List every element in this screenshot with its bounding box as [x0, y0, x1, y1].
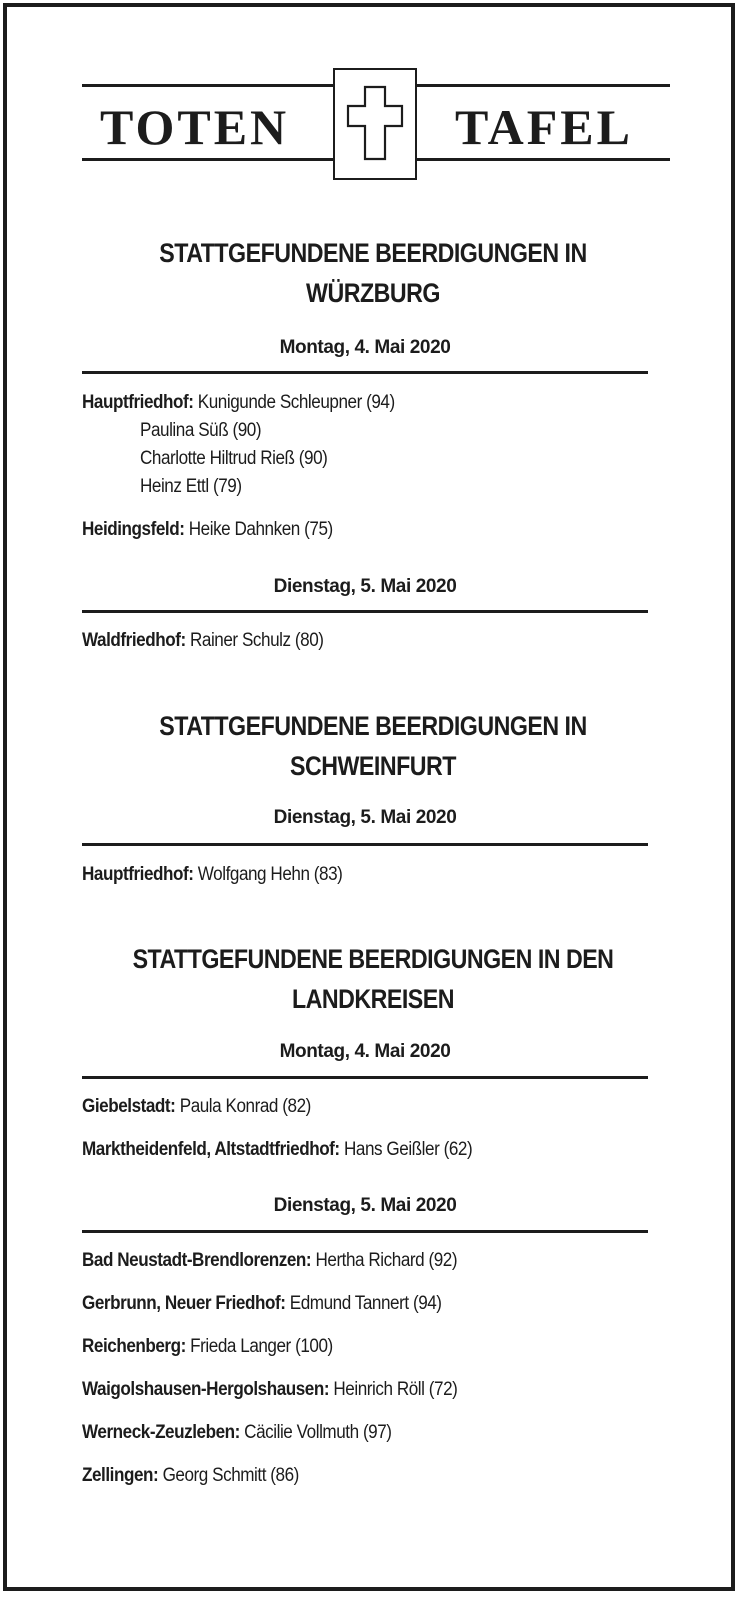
list-item: Hauptfriedhof: Kunigunde Schleupner (94) [82, 392, 395, 413]
date-heading: Montag, 4. Mai 2020 [279, 337, 451, 358]
date-rule [82, 610, 648, 613]
section-title-schweinfurt: STATTGEFUNDENE BEERDIGUNGEN IN SCHWEINFURT [159, 711, 587, 781]
section-title-landkreise: STATTGEFUNDENE BEERDIGUNGEN IN DEN LANDKREISEN [132, 944, 614, 1014]
cross-emblem [333, 68, 417, 180]
list-item: Bad Neustadt-Brendlorenzen: Hertha Richard (92) [82, 1250, 458, 1271]
date-heading: Dienstag, 5. Mai 2020 [273, 576, 457, 597]
header-rule-bottom-right [416, 158, 670, 161]
header-rule-top-left [82, 84, 334, 87]
list-item: Charlotte Hiltrud Rieß (90) [140, 448, 328, 469]
list-item: Heidingsfeld: Heike Dahnken (75) [82, 519, 333, 540]
list-item: Zellingen: Georg Schmitt (86) [82, 1465, 299, 1486]
list-item: Marktheidenfeld, Altstadtfriedhof: Hans Geißler (62) [82, 1139, 473, 1160]
date-rule [82, 1230, 648, 1233]
header-rule-top-right [416, 84, 670, 87]
list-item: Paulina Süß (90) [140, 420, 262, 441]
section-title-wuerzburg: STATTGEFUNDENE BEERDIGUNGEN IN WÜRZBURG [159, 238, 587, 308]
list-item: Hauptfriedhof: Wolfgang Hehn (83) [82, 864, 343, 885]
date-heading: Dienstag, 5. Mai 2020 [273, 1195, 457, 1216]
date-rule [82, 1076, 648, 1079]
header-title-right: TAFEL [455, 99, 633, 155]
header-rule-bottom-left [82, 158, 334, 161]
header-title-left: TOTEN [100, 99, 290, 155]
list-item: Waldfriedhof: Rainer Schulz (80) [82, 630, 324, 651]
list-item: Werneck-Zeuzleben: Cäcilie Vollmuth (97) [82, 1422, 392, 1443]
list-item: Gerbrunn, Neuer Friedhof: Edmund Tannert (94) [82, 1293, 442, 1314]
list-item: Waigolshausen-Hergolshausen: Heinrich Röll (72) [82, 1379, 458, 1400]
cross-icon [335, 70, 415, 178]
date-heading: Montag, 4. Mai 2020 [279, 1041, 451, 1062]
list-item: Giebelstadt: Paula Konrad (82) [82, 1096, 311, 1117]
date-heading: Dienstag, 5. Mai 2020 [273, 807, 457, 828]
date-rule [82, 843, 648, 846]
date-rule [82, 371, 648, 374]
list-item: Heinz Ettl (79) [140, 476, 242, 497]
list-item: Reichenberg: Frieda Langer (100) [82, 1336, 333, 1357]
